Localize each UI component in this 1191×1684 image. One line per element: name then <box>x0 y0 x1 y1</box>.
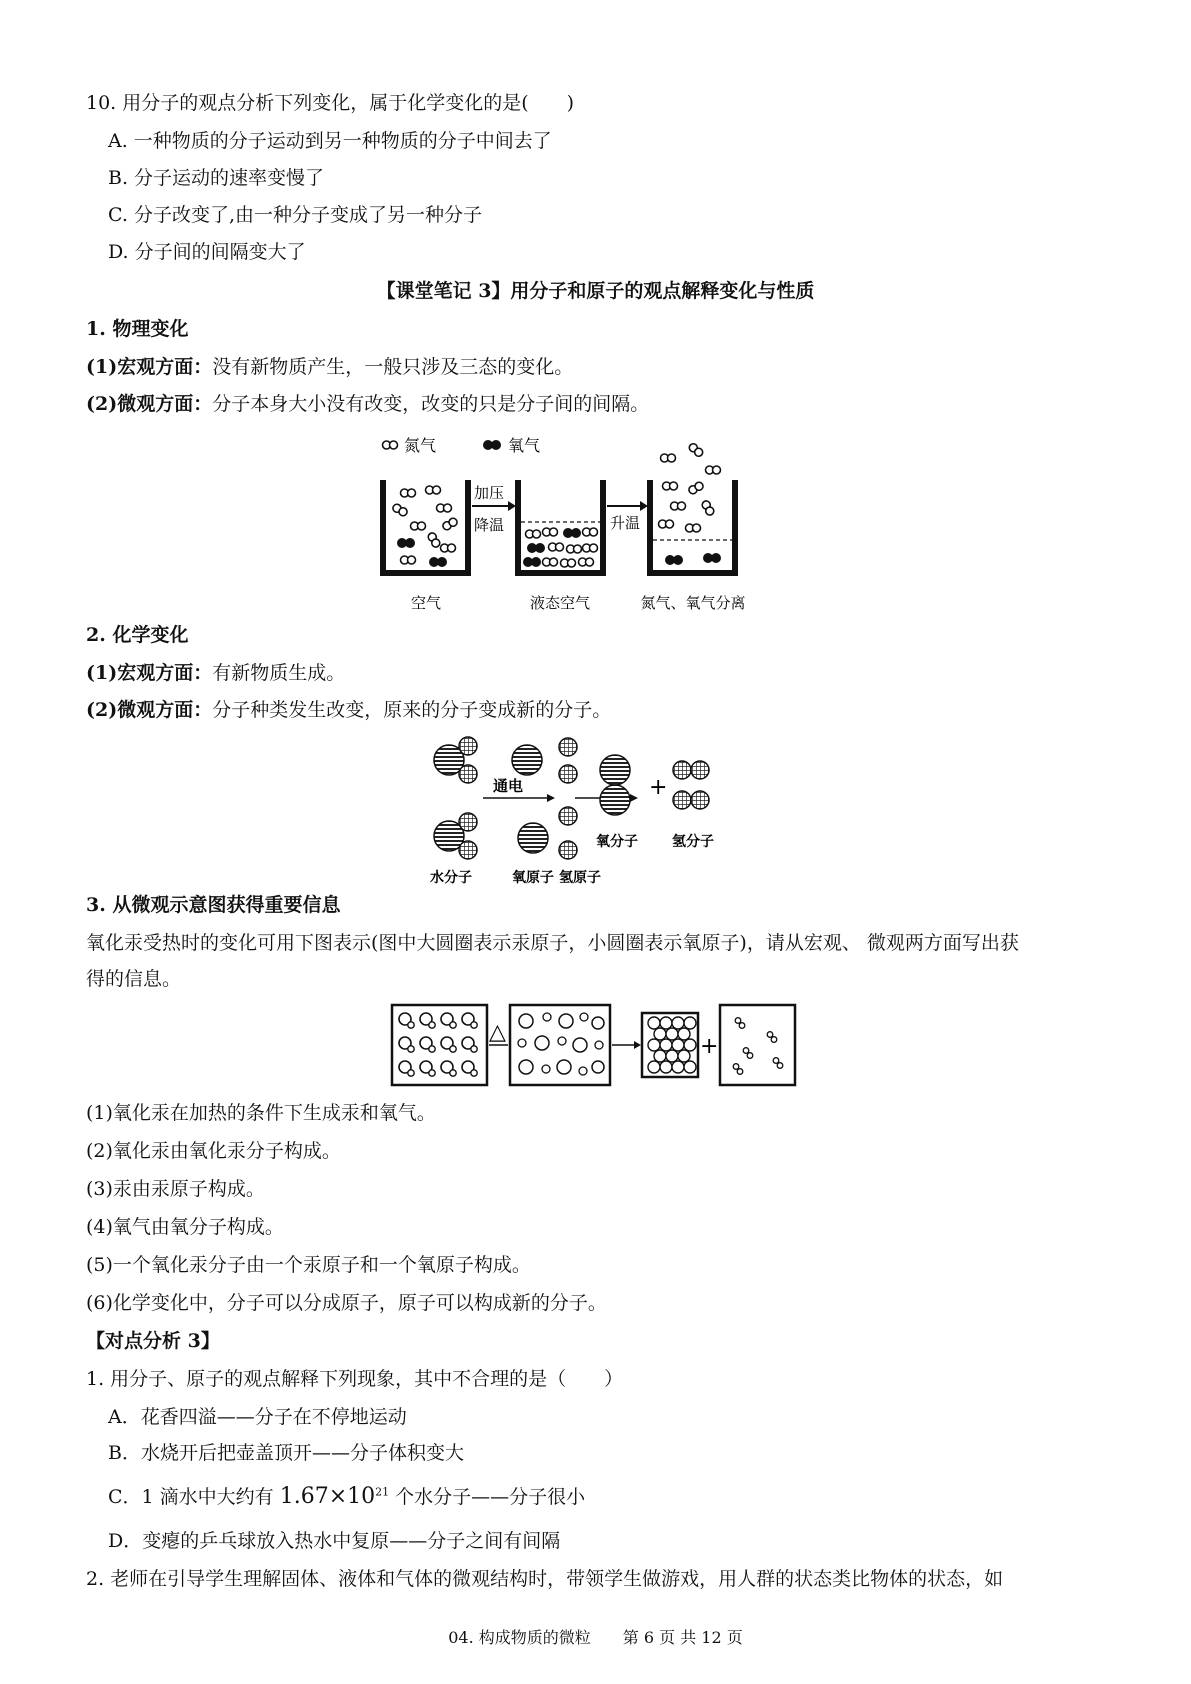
info-point-3: (3)汞由汞原子构成。 <box>86 1178 265 1200</box>
option-c-prefix: C．1 滴水中大约有 <box>108 1486 280 1508</box>
page-footer: 04. 构成物质的微粒 第 6 页 共 12 页 <box>448 1628 743 1647</box>
physical-macro <box>86 356 573 379</box>
option-c-number: 1.67×10 <box>279 1484 376 1509</box>
analysis3-option-a: A．花香四溢——分子在不停地运动 <box>108 1406 407 1428</box>
heat-symbol: △ <box>489 1020 506 1045</box>
physical-macro-label: (1)宏观方面： <box>86 356 213 378</box>
info-point-4: (4)氧气由氧分子构成。 <box>86 1216 284 1238</box>
mercury-oxide-figure <box>390 1003 810 1089</box>
option-c-suffix: 个水分子——分子很小 <box>389 1486 586 1508</box>
info-point-5: (5)一个氧化汞分子由一个汞原子和一个氧原子构成。 <box>86 1254 531 1276</box>
legend-nitrogen-label: 氮气 <box>404 436 437 455</box>
physical-macro-text: 没有新物质产生，一般只涉及三态的变化。 <box>212 356 574 378</box>
info-text-line1: 氧化汞受热时的变化可用下图表示(图中大圆圈表示汞原子，小圆圈表示氧原子)，请从宏观、 微观两方面写出获 <box>86 932 1019 954</box>
label-oxygen-atom: 氧原子 <box>512 870 554 886</box>
q10-option-d: D. 分子间的间隔变大了 <box>108 241 306 263</box>
info-point-6: (6)化学变化中，分子可以分成原子，原子可以构成新的分子。 <box>86 1292 607 1314</box>
chemical-micro-text: 分子种类发生改变，原来的分子变成新的分子。 <box>212 699 612 721</box>
chemical-micro <box>86 699 611 722</box>
water-electrolysis-figure <box>425 728 775 888</box>
chemical-macro-label: (1)宏观方面： <box>86 662 213 684</box>
physical-micro-label: (2)微观方面： <box>86 393 213 415</box>
arrow-electrolysis-label: 通电 <box>493 777 524 795</box>
label-hydrogen-atom: 氢原子 <box>559 870 601 886</box>
physical-heading: 1. 物理变化 <box>86 318 189 340</box>
note3-title: 【课堂笔记 3】用分子和原子的观点解释变化与性质 <box>376 280 815 302</box>
q10-option-a: A. 一种物质的分子运动到另一种物质的分子中间去了 <box>108 130 552 152</box>
q10-option-c: C. 分子改变了,由一种分子变成了另一种分子 <box>108 204 482 226</box>
analysis3-option-c <box>108 1484 585 1510</box>
analysis3-title: 【对点分析 3】 <box>86 1330 220 1352</box>
caption-liquid-air: 液态空气 <box>529 594 591 612</box>
info-point-1: (1)氧化汞在加热的条件下生成汞和氧气。 <box>86 1102 436 1124</box>
label-oxygen-molecule: 氧分子 <box>596 834 638 850</box>
caption-separated: 氮气、氧气分离 <box>640 594 746 612</box>
legend-oxygen-label: 氧气 <box>508 436 541 455</box>
box-oxygen <box>720 1005 795 1085</box>
q10-stem: 10. 用分子的观点分析下列变化，属于化学变化的是( ) <box>86 92 575 114</box>
plus-sign-2: + <box>700 1034 719 1059</box>
label-water-molecule: 水分子 <box>430 870 472 886</box>
analysis3-q1-stem: 1. 用分子、原子的观点解释下列现象，其中不合理的是（ ） <box>86 1368 624 1390</box>
analysis3-q2-stem: 2. 老师在引导学生理解固体、液体和气体的微观结构时，带领学生做游戏，用人群的状态类比物体的状态，如 <box>86 1568 1004 1590</box>
caption-air: 空气 <box>410 594 442 612</box>
air-liquefaction-figure <box>378 428 818 616</box>
chemical-micro-label: (2)微观方面： <box>86 699 213 721</box>
chemical-macro-text: 有新物质生成。 <box>212 662 346 684</box>
info-point-2: (2)氧化汞由氧化汞分子构成。 <box>86 1140 341 1162</box>
plus-sign: + <box>649 775 668 800</box>
physical-micro-text: 分子本身大小没有改变，改变的只是分子间的间隔。 <box>212 393 650 415</box>
arrow1-label-top: 加压 <box>474 484 505 502</box>
info-text-line2: 得的信息。 <box>86 968 182 990</box>
chemical-heading: 2. 化学变化 <box>86 624 189 646</box>
analysis3-option-d: D．变瘪的乒乓球放入热水中复原——分子之间有间隔 <box>108 1530 561 1552</box>
option-c-exponent: 21 <box>375 1485 390 1499</box>
q10-option-b: B. 分子运动的速率变慢了 <box>108 167 325 189</box>
chemical-macro <box>86 662 345 685</box>
label-hydrogen-molecule: 氢分子 <box>672 834 714 850</box>
info-heading: 3. 从微观示意图获得重要信息 <box>86 894 341 916</box>
arrow1-label-bottom: 降温 <box>474 516 505 534</box>
physical-micro <box>86 393 649 416</box>
arrow2-label: 升温 <box>610 514 641 532</box>
analysis3-option-b: B．水烧开后把壶盖顶开——分子体积变大 <box>108 1442 464 1464</box>
